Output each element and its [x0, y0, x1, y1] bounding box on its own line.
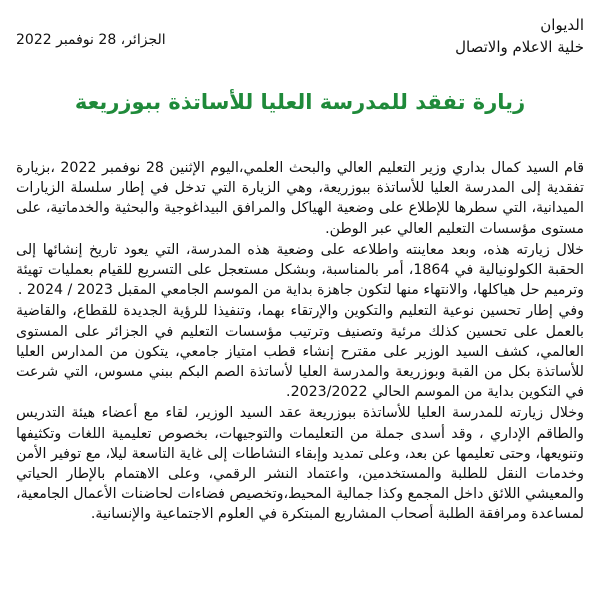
paragraph-staff-meeting: وخلال زيارته للمدرسة العليا للأساتذة ببوزريعة عقد السيد الوزير، لقاء مع أعضاء هيئة التدريس والطاقم الإداري ، وقد أسدى جملة من التعليمات والتوجيهات، بخصوص تعليمية اللغات وتكثيفها وتنويعها، وحتى تعليمها عن بعد، وعلى تمديد وإبقاء النشاطات إلى غاية التاسعة ليلا، مع توفير الأمن وخدمات النقل للطلبة والمستخدمين، واعتماد النشر الرقمي، وعلى الاهتمام بالإطار الحياتي والمعيشي اللائق داخل المجمع وكذا جمالية المحيط،وتخصيص فضاءات لحاضنات الأعمال الجامعية، لمساعدة ومرافقة الطلبة أصحاب المشاريع المبتكرة في العلوم الاجتماعية والإنسانية.	[16, 405, 584, 523]
document-header	[16, 10, 584, 74]
page-title: زيارة تفقد للمدرسة العليا للأساتذة ببوزريعة	[74, 90, 526, 114]
paragraph-renovation: خلال زيارته هذه، وبعد معاينته واطلاعه على وضعية هذه المدرسة، التي يعود تاريخ إنشائها إلى الحقبة الكولونيالية في 1864، أمر بالمناسبة، وبشكل مستعجل على التسريع للقيام بعمليات تهيئة وترميم حل هياكلها، والانتهاء منها لتكون جاهزة بداية من الموسم الجامعي المقبل 2023 / 2024 .	[16, 241, 585, 299]
dateline: الجزائر، 28 نوفمبر 2022	[16, 32, 166, 48]
org-line-media-cell: خلية الاعلام والاتصال	[455, 38, 584, 56]
paragraph-excellence-pole: وفي إطار تحسين نوعية التعليم والتكوين والإرتقاء بهما، وتنفيذا للرؤية الجديدة للقطاع، والقاضية بالعمل على تحسين كذلك مرئية وتصنيف وترتيب مؤسسات التعليم في الجزائر على المستوى العالمي، كشف السيد الوزير على مقترح إنشاء قطب امتياز جامعي، يتكون من المدارس العليا للأساتذة بكل من القبة وبوزريعة والمدرسة العليا لأساتذة الصم البكم ببني مسوس، التي شرعت في التكوين بداية من الموسم الحالي 2023/2022.	[16, 303, 584, 401]
paragraph-visit-intro: قام السيد كمال بداري وزير التعليم العالي والبحث العلمي،اليوم الإثنين 28 نوفمبر 2022 ،بزيارة تفقدية إلى المدرسة العليا للأساتذة ببوزريعة، وهي الزيارة التي تدخل في إطار سلسلة الزيارات الميدانية، التي سطرها للإطلاع على وضعية الهياكل والمرافق البيداغوجية والبحثية والخدماتية، على مستوى مؤسسات التعليم العالي عبر الوطن.	[16, 160, 584, 237]
issuing-office	[455, 14, 584, 58]
org-line-diwan: الديوان	[540, 16, 584, 34]
article-body	[16, 158, 584, 525]
